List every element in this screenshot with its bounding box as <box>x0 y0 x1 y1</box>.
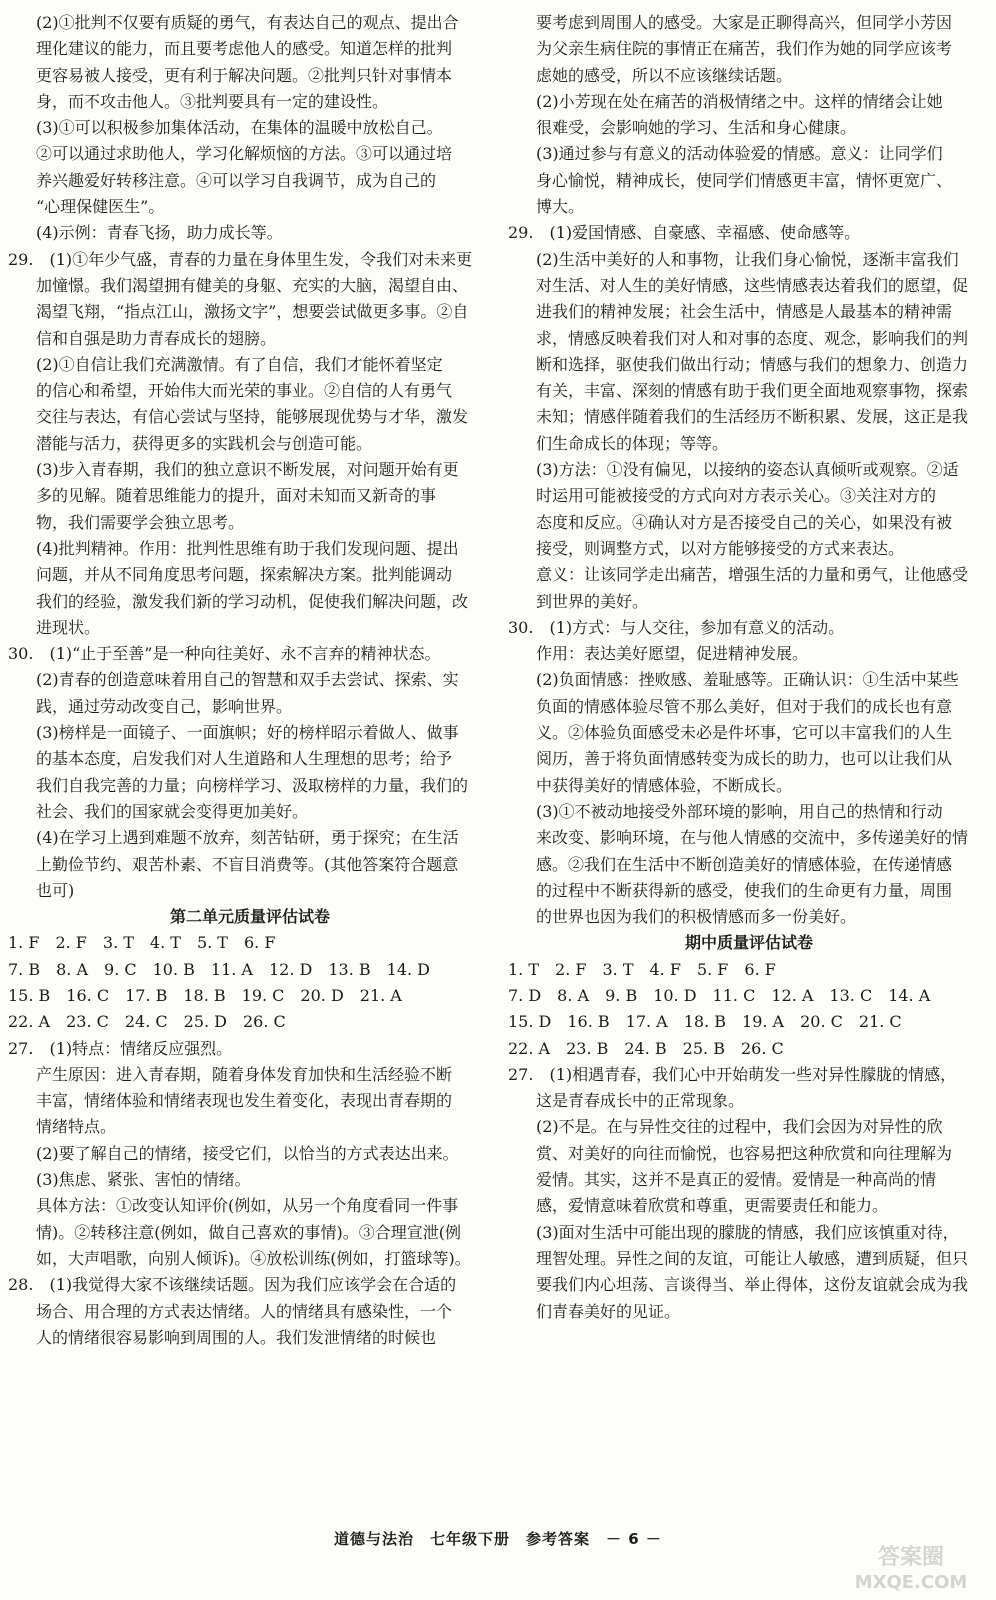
text-line: 时运用可能被接受的方式向对方表示关心。③关注对方的 <box>536 486 937 506</box>
text-line: (2)青春的创造意味着用自己的智慧和双手去尝试、探索、实 <box>36 670 459 690</box>
text-line: 身心愉悦，精神成长，使同学们情感更丰富，情怀更宽广、 <box>536 170 953 190</box>
text-line: (3)面对生活中可能出现的朦胧的情感，我们应该慎重对待， <box>536 1222 959 1242</box>
text-line: 的世界也因为我们的积极情感而多一份美好。 <box>536 907 857 927</box>
text-line: 交往与表达，有信心尝试与坚持，能够展现优势与才华，激发 <box>36 407 469 427</box>
text-line: 的过程中不断获得新的感受，使我们的生命更有力量，周围 <box>536 880 953 900</box>
text-line: (2)小芳现在处在痛苦的消极情绪之中。这样的情绪会让她 <box>536 91 943 111</box>
section-heading: 第二单元质量评估试卷 <box>169 907 330 927</box>
text-line: 断和选择，驱使我们做出行动；情感与我们的想象力、创造力 <box>536 354 969 374</box>
text-line: 如，大声唱歌，向别人倾诉)。④放松训练(例如，打篮球等)。 <box>36 1248 471 1268</box>
text-line: 虑她的感受，所以不应该继续话题。 <box>536 65 793 85</box>
text-line: ②可以通过求助他人，学习化解烦恼的方法。③可以通过培 <box>36 144 453 164</box>
text-line: 加憧憬。我们渴望拥有健美的身躯、充实的大脑，渴望自由、 <box>36 275 469 295</box>
text-line: 有关，丰富、深刻的情感有助于我们更全面地观察事物，探索 <box>536 381 969 401</box>
text-line: 渴望飞翔，“指点江山，激扬文字”，想要尝试做更多事。②自 <box>36 302 469 322</box>
text-line: 情)。②转移注意(例如，做自己喜欢的事情)。③合理宣泄(例 <box>36 1222 461 1242</box>
text-line: 博大。 <box>536 197 585 217</box>
text-line: (2)负面情感：挫败感、羞耻感等。正确认识：①生活中某些 <box>536 670 959 690</box>
text-line: 进现状。 <box>36 617 101 637</box>
text-line: 问题，并从不同角度思考问题，探索解决方案。批判能调动 <box>36 565 453 585</box>
watermark-logo <box>836 1540 986 1595</box>
text-line: 上勤俭节约、艰苦朴素、不盲目消费等。(其他答案符合题意 <box>36 854 459 874</box>
text-line: 阅历，善于将负面情感转变为成长的助力，也可以让我们从 <box>536 749 953 769</box>
text-line: 多的见解。随着思维能力的提升，面对未知而又新奇的事 <box>36 486 437 506</box>
text-line: (3)榜样是一面镜子、一面旗帜；好的榜样昭示着做人、做事 <box>36 723 459 743</box>
text-line: 27. (1)特点：情绪反应强烈。 <box>8 1038 233 1058</box>
text-line: (4)批判精神。作用：批判性思维有助于我们发现问题、提出 <box>36 538 459 558</box>
text-line: 15. D 16. B 17. A 18. B 19. A 20. C 21. C <box>508 1012 902 1032</box>
text-line: 身，而不攻击他人。③批判要具有一定的建设性。 <box>36 91 389 111</box>
text-line: 养兴趣爱好转移注意。④可以学习自我调节，成为自己的 <box>36 170 437 190</box>
text-line: 求，情感反映着我们对人和对事的态度、观念，影响我们的判 <box>536 328 969 348</box>
text-line: 来改变、影响环境，在与他人情感的交流中，多传递美好的情 <box>536 828 969 848</box>
text-line: 要我们内心坦荡、言谈得当、举止得体，这份友谊就会成为我 <box>536 1275 969 1295</box>
text-line: 们青春美好的见证。 <box>536 1301 681 1321</box>
text-line: 30. (1)方式：与人交往，参加有意义的活动。 <box>508 617 845 637</box>
text-line: 28. (1)我觉得大家不该继续话题。因为我们应该学会在合适的 <box>8 1275 457 1295</box>
watermark-bottom-text: MXQE.COM <box>854 1572 968 1593</box>
left-column <box>8 10 492 1351</box>
text-line: (2)①批判不仅要有质疑的勇气，有表达自己的观点、提出合 <box>36 13 459 32</box>
text-line: 对生活、对人生的美好情感，这些情感表达着我们的愿望，促 <box>536 275 969 295</box>
text-line: (3)步入青春期，我们的独立意识不断发展，对问题开始有更 <box>36 460 459 480</box>
text-line: 更容易被人接受，更有利于解决问题。②批判只针对事情本 <box>36 65 453 85</box>
text-line: (3)①不被动地接受外部环境的影响，用自己的热情和行动 <box>536 801 943 821</box>
text-line: (2)①自信让我们充满激情。有了自信，我们才能怀着坚定 <box>36 354 443 374</box>
text-line: 中获得美好的情感体验，不断成长。 <box>536 775 793 795</box>
text-line: 情绪特点。 <box>36 1117 117 1137</box>
text-line: “心理保健医生”。 <box>36 197 165 217</box>
text-line: 感。②我们在生活中不断创造美好的情感体验，在传递情感 <box>536 854 953 874</box>
text-line: 到世界的美好。 <box>536 591 649 611</box>
text-line: 我们自我完善的力量；向榜样学习、汲取榜样的力量，我们的 <box>36 775 469 795</box>
text-line: 负面的情感体验尽管不那么美好，但对于我们的成长也有意 <box>536 696 953 716</box>
text-line: 进我们的精神发展；社会生活中，情感是人最基本的精神需 <box>536 302 953 322</box>
text-line: 29. (1)①年少气盛，青春的力量在身体里生发，令我们对未来更 <box>8 249 473 269</box>
text-line: 的信心和希望，开始伟大而光荣的事业。②自信的人有勇气 <box>36 381 453 401</box>
text-line: 场合、用合理的方式表达情绪。人的情绪具有感染性，一个 <box>36 1301 453 1321</box>
text-line: 15. B 16. C 17. B 18. B 19. C 20. D 21. A <box>8 985 402 1005</box>
text-line: 30. (1)“止于至善”是一种向往美好、永不言弃的精神状态。 <box>8 644 441 664</box>
text-line: 人的情绪很容易影响到周围的人。我们发泄情绪的时候也 <box>36 1327 437 1347</box>
text-line: 22. A 23. B 24. B 25. B 26. C <box>508 1038 784 1058</box>
text-line: (3)方法：①没有偏见，以接纳的姿态认真倾听或观察。②适 <box>536 460 959 480</box>
text-line: 意义：让该同学走出痛苦，增强生活的力量和勇气，让他感受 <box>536 565 969 585</box>
text-line: 具体方法：①改变认知评价(例如，从另一个角度看同一件事 <box>36 1196 459 1216</box>
text-line: (3)焦虑、紧张、害怕的情绪。 <box>36 1170 251 1190</box>
text-line: 1. F 2. F 3. T 4. T 5. T 6. F <box>8 933 276 953</box>
section-heading: 期中质量评估试卷 <box>684 933 813 953</box>
text-line: 22. A 23. C 24. C 25. D 26. C <box>8 1012 286 1032</box>
text-line: 1. T 2. F 3. T 4. F 5. F 6. F <box>508 959 776 979</box>
page-footer: 道德与法治 七年级下册 参考答案 － 6 － <box>334 1530 662 1548</box>
text-line: 们生命成长的体现；等等。 <box>536 433 729 453</box>
text-line: 赏、对美好的向往而愉悦，也容易把这种欣赏和向往理解为 <box>536 1143 953 1163</box>
text-line: (3)①可以积极参加集体活动，在集体的温暖中放松自己。 <box>36 118 443 138</box>
text-line: (2)要了解自己的情绪，接受它们，以恰当的方式表达出来。 <box>36 1143 459 1163</box>
text-line: 这是青春成长中的正常现象。 <box>536 1091 745 1111</box>
text-line: (2)生活中美好的人和事物，让我们身心愉悦，逐渐丰富我们 <box>536 249 959 269</box>
text-line: 爱情。其实，这并不是真正的爱情。爱情是一种高尚的情 <box>536 1170 937 1190</box>
text-line: 的基本态度，启发我们对人生道路和人生理想的思考；给予 <box>36 749 453 769</box>
text-line: (2)不是。在与异性交往的过程中，我们会因为对异性的欣 <box>536 1117 943 1137</box>
text-line: 感，爱情意味着欣赏和尊重，更需要责任和能力。 <box>536 1196 889 1216</box>
text-line: 践，通过劳动改变自己，影响世界。 <box>36 696 293 716</box>
watermark-top-text: 答案圈 <box>877 1545 945 1570</box>
text-line: 潜能与活力，获得更多的实践机会与创造可能。 <box>36 433 373 453</box>
text-line: (4)示例：青春飞扬，助力成长等。 <box>36 223 283 243</box>
text-line: 产生原因：进入青春期，随着身体发育加快和生活经验不断 <box>36 1064 453 1084</box>
text-line: 态度和反应。④确认对方是否接受自己的关心，如果没有被 <box>536 512 953 532</box>
text-line: 丰富，情绪体验和情绪表现也发生着变化，表现出青春期的 <box>36 1091 453 1111</box>
text-line: 作用：表达美好愿望，促进精神发展。 <box>536 644 809 664</box>
text-line: 27. (1)相遇青春，我们心中开始萌发一些对异性朦胧的情感， <box>508 1064 957 1084</box>
text-line: 信和自强是助力青春成长的翅膀。 <box>36 328 277 348</box>
text-line: 未知；情感伴随着我们的生活经历不断积累、发展，这正是我 <box>536 407 969 427</box>
text-line: (4)在学习上遇到难题不放弃，刻苦钻研，勇于探究；在生活 <box>36 828 459 848</box>
text-line: 义。②体验负面感受未必是件坏事，它可以丰富我们的人生 <box>536 723 953 743</box>
text-line: 29. (1)爱国情感、自豪感、幸福感、使命感等。 <box>508 223 861 243</box>
text-line: 7. D 8. A 9. B 10. D 11. C 12. A 13. C 14. A <box>508 985 931 1005</box>
text-line: 理智处理。异性之间的友谊，可能让人敏感，遭到质疑，但只 <box>536 1248 969 1268</box>
right-column <box>508 10 990 1325</box>
text-line: 物，我们需要学会独立思考。 <box>36 512 245 532</box>
text-line: 很难受，会影响她的学习、生活和身心健康。 <box>536 118 857 138</box>
text-line: 接受，则调整方式，以对方能够接受的方式来表达。 <box>536 538 905 558</box>
text-line: 我们的经验，激发我们新的学习动机，促使我们解决问题，改 <box>36 591 469 611</box>
text-line: 也可) <box>36 880 75 900</box>
text-line: 要考虑到周围人的感受。大家是正聊得高兴，但同学小芳因 <box>536 13 953 32</box>
text-line: 社会、我们的国家就会变得更加美好。 <box>36 801 309 821</box>
text-line: 7. B 8. A 9. C 10. B 11. A 12. D 13. B 14. D <box>8 959 430 979</box>
text-line: (3)通过参与有意义的活动体验爱的情感。意义：让同学们 <box>536 144 943 164</box>
text-line: 为父亲生病住院的事情正在痛苦，我们作为她的同学应该考 <box>536 39 953 59</box>
text-line: 理化建议的能力，而且要考虑他人的感受。知道怎样的批判 <box>36 39 453 59</box>
